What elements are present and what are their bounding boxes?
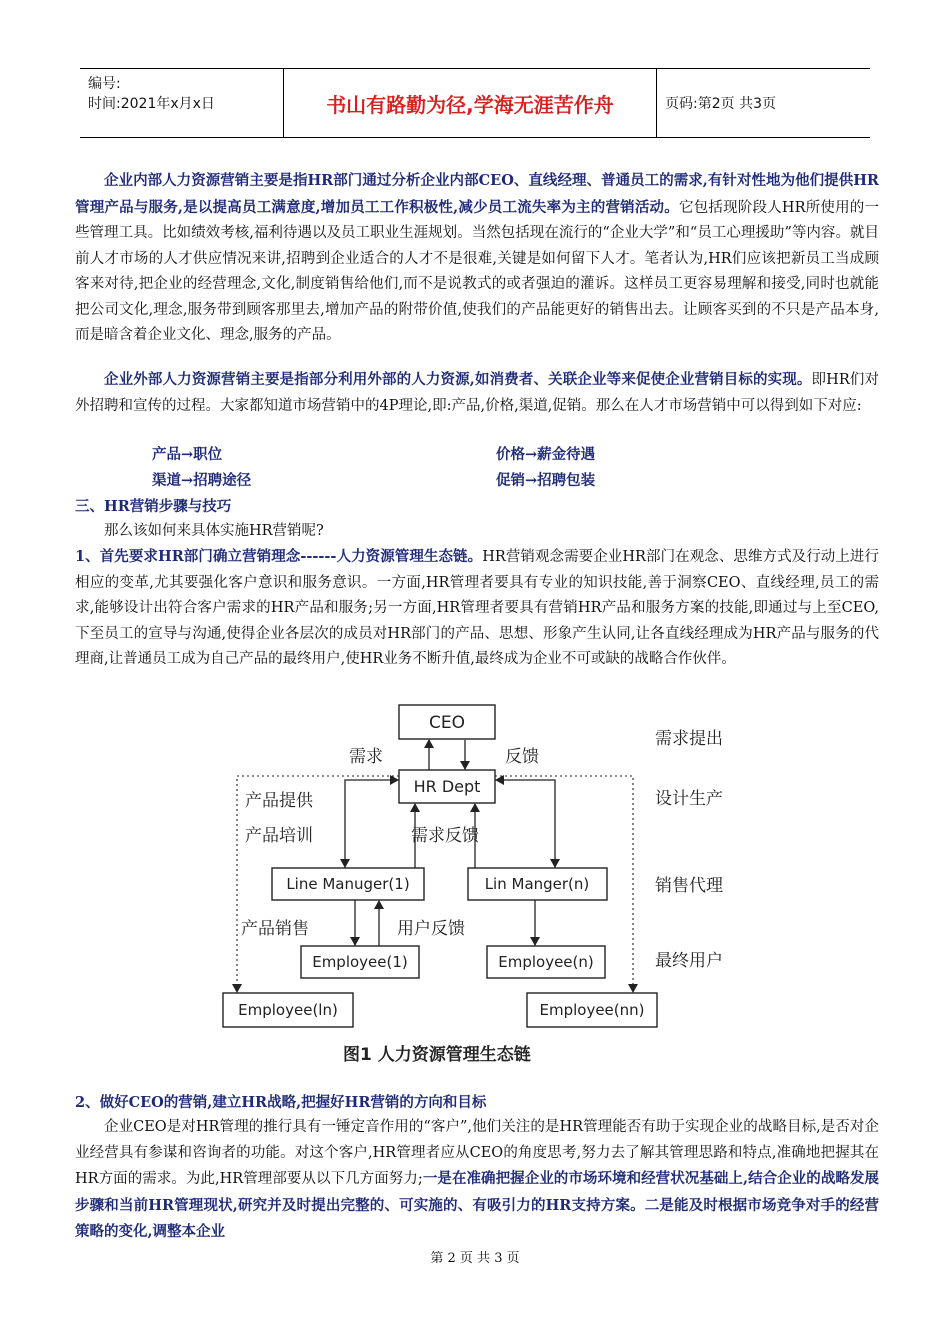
label-design-produce: 设计生产: [655, 789, 723, 809]
step-2-paragraph: [75, 1115, 879, 1246]
paragraph-text: 即HR们对外招聘和宣传的过程。大家都知道市场营销中的4P理论,即:产品,价格,渠道,促销。那么在人才市场营销中可以得到如下对应:: [75, 372, 880, 414]
label-feedback: 反馈: [505, 747, 539, 767]
paragraph-bold-lead: 企业内部人力资源营销主要是指HR部门通过分析企业内部CEO、直线经理、普通员工的需求,有针对性地为他们提供HR管理产品与服务,是以提高员工满意度,增加员工工作积极性,减少员工流失率为主的营销活动。: [75, 172, 879, 216]
step-1-paragraph: [75, 544, 879, 673]
hr-ecology-chain-figure: [215, 700, 755, 1072]
step-1-title: 1、首先要求HR部门确立营销理念------人力资源管理生态链。: [75, 548, 483, 565]
page-header: [80, 68, 870, 138]
label-product-sell: 产品销售: [241, 919, 309, 939]
mapping-price: 价格→薪金待遇: [496, 446, 596, 463]
header-motto: 书山有路勤为径,学海无涯苦作舟: [284, 69, 657, 137]
label-need-feedback: 需求反馈: [411, 826, 479, 846]
label-need: 需求: [349, 747, 383, 767]
figure-caption: 图1 人力资源管理生态链: [343, 1045, 531, 1065]
label-sales-agent: 销售代理: [655, 876, 723, 896]
employee-ln-label: Employee(ln): [238, 1001, 338, 1019]
mapping-promotion: 促销→招聘包装: [496, 472, 596, 489]
label-demand-raise: 需求提出: [655, 729, 723, 749]
label-user-feedback: 用户反馈: [397, 919, 465, 939]
line-manager-n-label: Lin Manger(n): [484, 875, 590, 893]
label-product-provide: 产品提供: [245, 791, 313, 811]
paragraph-text: HR营销观念需要企业HR部门在观念、思维方式及行动上进行相应的变革,尤其要强化客户意识和服务意识。一方面,HR管理者要具有专业的知识技能,善于洞察CEO、直线经理,员工的需求,能够设计出符合客户需求的HR产品和服务;另一方面,HR管理者要具有营销HR产品和服务方案的技能,即通过与上至CEO,下至员工的宣导与沟通,使得企业各层次的成员对HR部门的产品、思想、形象产生认同,让各直线经理成为HR产品与服务的代理商,让普通员工成为自己产品的最终用户,使HR业务不断升值,最终成为企业不可或缺的战略合作伙伴。: [75, 549, 880, 667]
hr-dept-label: HR Dept: [413, 777, 481, 796]
header-page-label: 页码:第2页 共3页: [665, 96, 776, 112]
label-end-user: 最终用户: [655, 951, 723, 971]
question-line: 那么该如何来具体实施HR营销呢?: [104, 523, 324, 539]
employee-nn-label: Employee(nn): [539, 1001, 645, 1019]
label-product-train: 产品培训: [245, 826, 313, 846]
employee-1-label: Employee(1): [312, 953, 408, 971]
paragraph-external-marketing: [75, 367, 879, 419]
line-manager-1-label: Line Manuger(1): [286, 875, 410, 893]
paragraph-bold-lead: 企业外部人力资源营销主要是指部分利用外部的人力资源,如消费者、关联企业等来促使企业营销目标的实现。: [104, 371, 812, 388]
serial-label: 编号:: [88, 76, 121, 92]
paragraph-internal-marketing: [75, 168, 879, 349]
header-meta-cell: [80, 69, 284, 137]
paragraph-text: 它包括现阶段人HR所使用的一些管理工具。比如绩效考核,福利待遇以及员工职业生涯规划。当然包括现在流行的“企业大学”和“员工心理援助”等内容。就目前人才市场的人才供应情况来讲,招聘到企业适合的人才不是很难,关键是如何留下人才。笔者认为,HR们应该把新员工当成顾客来对待,把企业的经营理念,文化,制度销售给他们,而不是说教式的或者强迫的灌诉。这样员工更容易理解和接受,同时也就能把公司文化,理念,服务带到顾客那里去,增加产品的附带价值,使我们的产品能更好的销售出去。让顾客买到的不只是产品本身,而是暗含着企业文化、理念,服务的产品。: [75, 199, 880, 343]
date-label: 时间:2021年x月x日: [88, 96, 215, 112]
page-footer: 第 2 页 共 3 页: [430, 1251, 520, 1266]
mapping-channel: 渠道→招聘途径: [152, 472, 252, 489]
paragraph-text: 企业CEO是对HR管理的推行具有一锤定音作用的“客户”,他们关注的是HR管理能否有助于实现企业的战略目标,是否对企业经营具有参谋和咨询者的功能。对这个客户,HR管理者应从CEO的角度思考,努力去了解其管理思路和特点,准确地把握其在HR方面的需求。为此,HR管理部要从以下几方面努力;: [75, 1119, 879, 1187]
section-heading-3: 三、HR营销步骤与技巧: [75, 498, 232, 515]
mapping-product: 产品→职位: [152, 446, 223, 463]
step-2-title: 2、做好CEO的营销,建立HR战略,把握好HR营销的方向和目标: [75, 1094, 487, 1111]
ceo-label: CEO: [429, 713, 465, 733]
paragraph-bold-tail: 一是在准确把握企业的市场环境和经营状况基础上,结合企业的战略发展步骤和当前HR管理现状,研究并及时提出完整的、可实施的、有吸引力的HR支持方案。二是能及时根据市场竞争对手的经营策略的变化,调整本企业: [75, 1170, 880, 1240]
employee-n-label: Employee(n): [498, 953, 594, 971]
